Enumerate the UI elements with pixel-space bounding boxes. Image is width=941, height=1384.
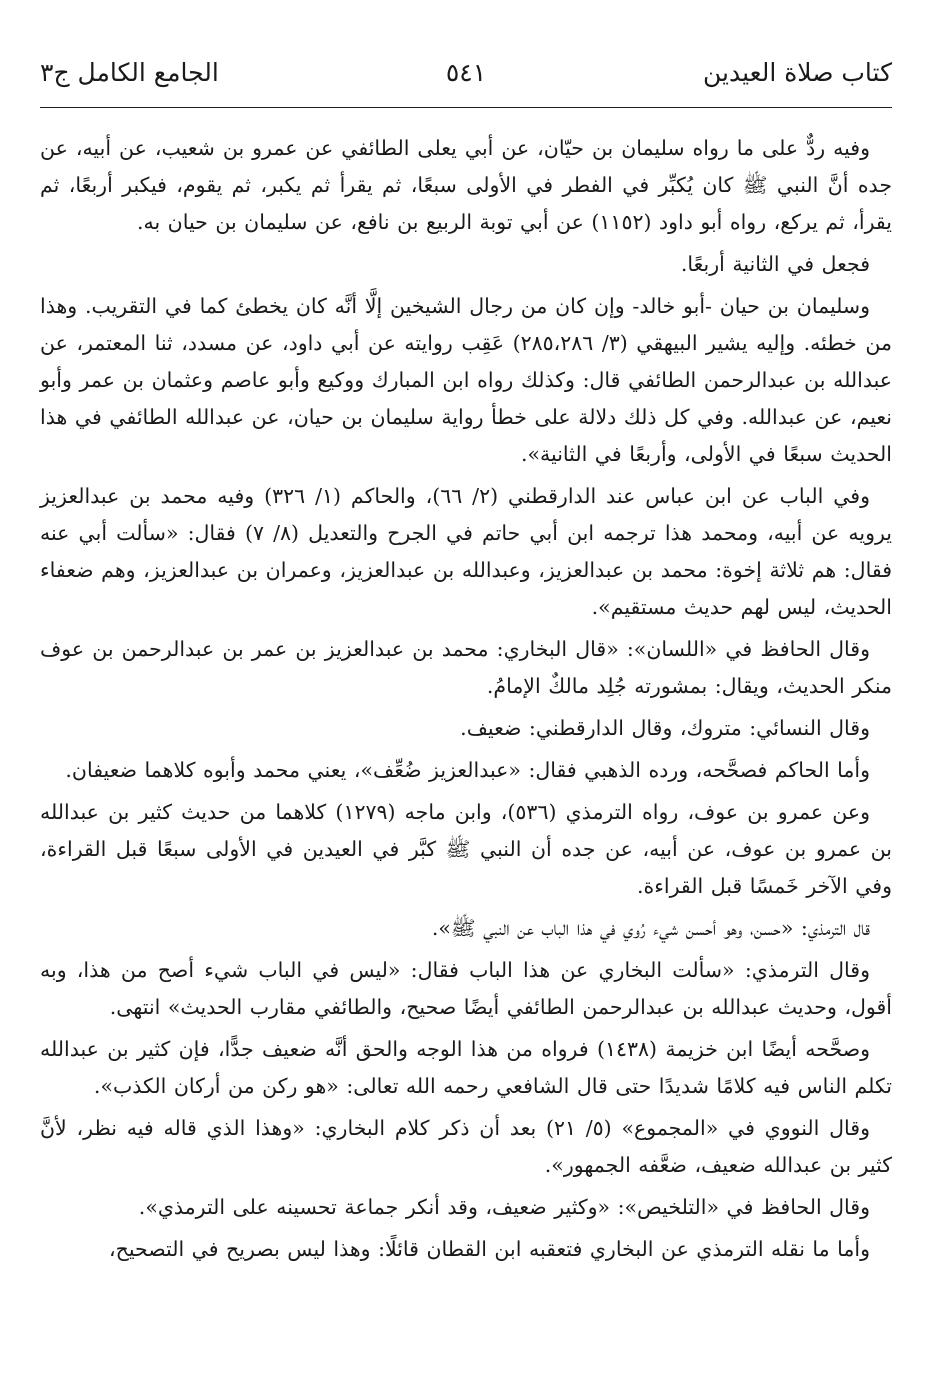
paragraph: وفي الباب عن ابن عباس عند الدارقطني (٢/ ٦٦)، والحاكم (١/ ٣٢٦) وفيه محمد بن عبدالعزيز يرويه عن أبيه، ومحمد هذا ترجمه ابن أبي حاتم في الجرح والتعديل (٨/ ٧) فقال: «سألت أبي عنه فقال: هم ثلاثة إخوة: محمد بن عبدالعزيز، وعبدالله بن عبدالعزيز، وعمران بن عبدالعزيز، وهم ضعفاء الحديث، ليس لهم حديث مستقيم». bbox=[40, 484, 892, 619]
running-header bbox=[40, 58, 892, 118]
paragraph: وعن عمرو بن عوف، رواه الترمذي (٥٣٦)، وابن ماجه (١٢٧٩) كلاهما من حديث كثير بن عبدالله بن عمرو بن عوف، عن أبيه، عن جده أن النبي ﷺ كبَّر في العيدين في الأولى سبعًا قبل القراءة، وفي الآخر خَمسًا قبل القراءة. bbox=[40, 800, 892, 898]
paragraph: وقال الحافظ في «اللسان»: «قال البخاري: محمد بن عبدالعزيز بن عمر بن عبدالرحمن بن عوف منكر الحديث، ويقال: بمشورته جُلِد مالكٌ الإمامُ. bbox=[40, 637, 892, 698]
paragraph: وقال الترمذي: «سألت البخاري عن هذا الباب فقال: «ليس في الباب شيء أصح من هذا، وبه أقول، وحديث عبدالله بن عبدالرحمن الطائفي أيضًا صحيح، والطائفي مقارب الحديث» انتهى. bbox=[40, 958, 892, 1019]
page-number: ٥٤١ bbox=[445, 58, 487, 87]
paragraph: وسليمان بن حيان -أبو خالد- وإن كان من رجال الشيخين إلَّا أنَّه كان يخطئ كما في التقريب. وهذا من خطئه. وإليه يشير البيهقي (٣/ ٢٨٥،٢٨٦) عَقِب روايته عن أبي داود، عن مسدد، ثنا المعتمر، عن عبدالله بن عبدالرحمن الطائفي قال: وكذلك رواه ابن المبارك ووكيع وأبو عاصم وعثمان بن عمر وأبو نعيم، عن عبدالله. وفي كل ذلك دلالة على خطأ رواية سليمان بن حيان، عن عبدالله الطائفي في هذا الحديث سبعًا في الأولى، وأربعًا في الثانية». bbox=[40, 294, 892, 466]
paragraph: وقال النووي في «المجموع» (٥/ ٢١) بعد أن ذكر كلام البخاري: «وهذا الذي قاله فيه نظر، لأنَّ كثير بن عبدالله ضعيف، ضعَّفه الجمهور». bbox=[40, 1116, 892, 1177]
chapter-title: كتاب صلاة العيدين bbox=[702, 58, 892, 87]
paragraph: وصحَّحه أيضًا ابن خزيمة (١٤٣٨) فرواه من هذا الوجه والحق أنَّه ضعيف جدًّا، فإن كثير بن عبدالله تكلم الناس فيه كلامًا شديدًا حتى قال الشافعي رحمه الله تعالى: «هو ركن من أركان الكذب». bbox=[40, 1037, 892, 1098]
book-page bbox=[40, 58, 892, 1261]
paragraph: وقال الحافظ في «التلخيص»: «وكثير ضعيف، وقد أنكر جماعة تحسينه على الترمذي». bbox=[138, 1195, 870, 1219]
header-divider bbox=[40, 107, 892, 108]
paragraph: قال الترمذي: «حسن، وهو أحسن شيء رُوي في هذا الباب عن النبي ﷺ». bbox=[431, 916, 870, 940]
paragraph: فجعل في الثانية أربعًا. bbox=[680, 252, 870, 276]
paragraph: وأما الحاكم فصحَّحه، ورده الذهبي فقال: «عبدالعزيز ضُعِّف»، يعني محمد وأبوه كلاهما ضعيفان. bbox=[65, 758, 870, 782]
page-body bbox=[40, 130, 892, 1273]
paragraph: وأما ما نقله الترمذي عن البخاري فتعقبه ابن القطان قائلًا: وهذا ليس بصريح في التصحيح، bbox=[108, 1237, 870, 1261]
paragraph: وقال النسائي: متروك، وقال الدارقطني: ضعيف. bbox=[460, 716, 870, 740]
paragraph: وفيه ردٌّ على ما رواه سليمان بن حيّان، عن أبي يعلى الطائفي عن عمرو بن شعيب، عن أبيه، عن جده أنَّ النبي ﷺ كان يُكبِّر في الفطر في الأولى سبعًا، ثم يقرأ ثم يكبر، ثم يقوم، فيكبر أربعًا، ثم يقرأ، ثم يركع، رواه أبو داود (١١٥٢) عن أبي توبة الربيع بن نافع، عن سليمان بن حيان به. bbox=[40, 136, 892, 234]
book-title: الجامع الكامل ج٣ bbox=[40, 58, 219, 87]
